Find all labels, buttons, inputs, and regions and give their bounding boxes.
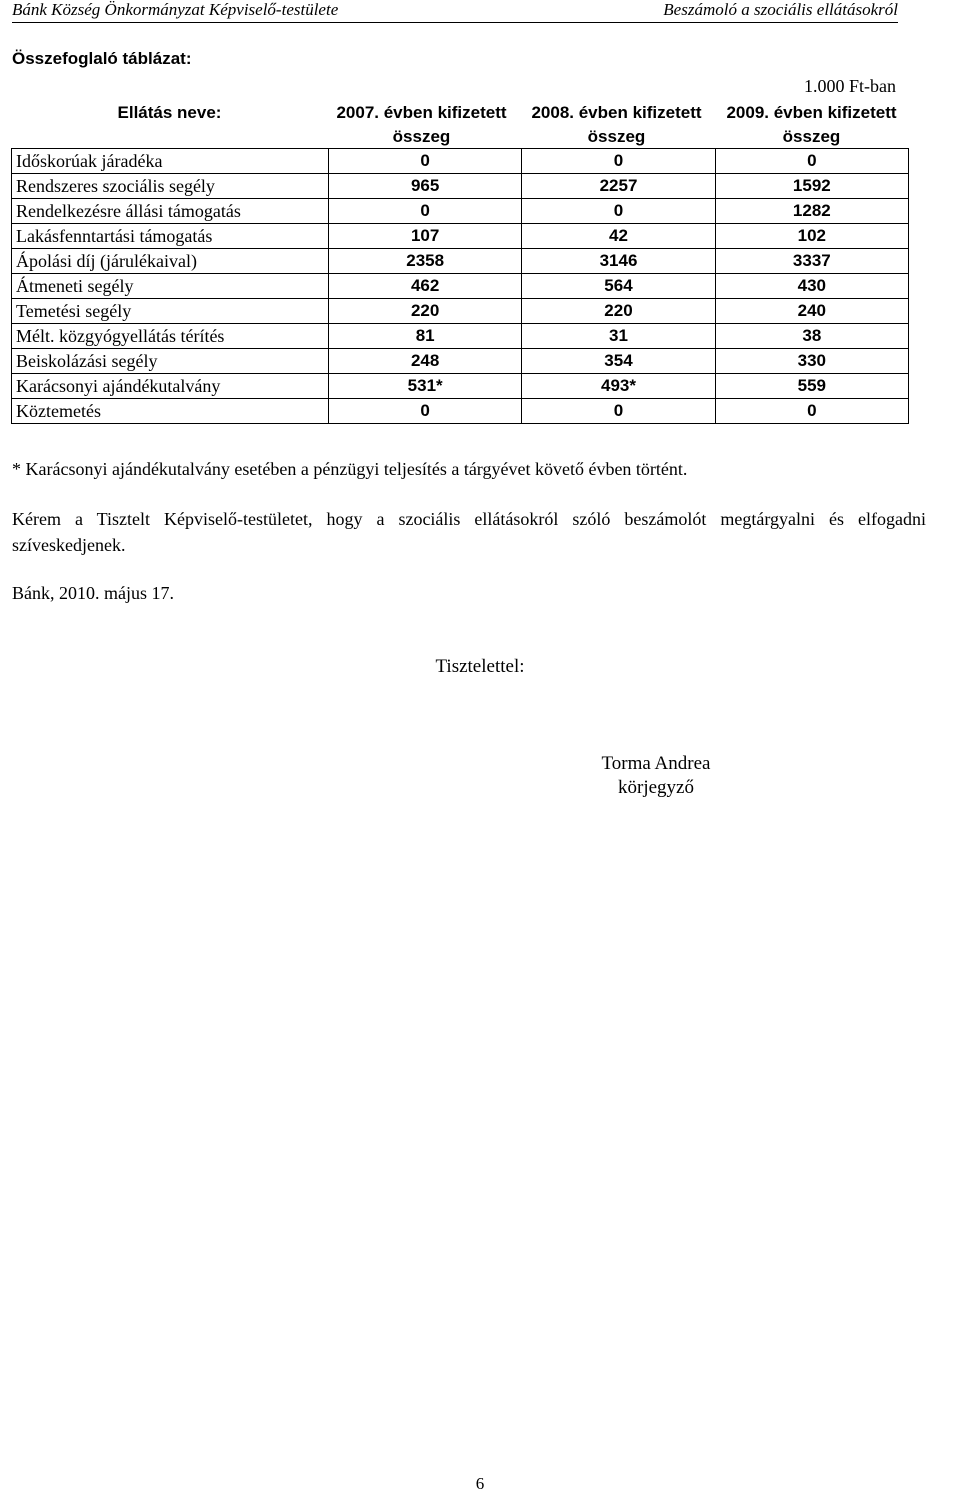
column-header-2007: 2007. évben kifizetett összeg: [336, 103, 507, 146]
amount-cell: 965: [329, 174, 522, 199]
amount-cell: 2257: [522, 174, 715, 199]
benefit-name-cell: Rendelkezésre állási támogatás: [12, 199, 329, 224]
amount-cell: 0: [522, 399, 715, 424]
benefit-name-cell: Beiskolázási segély: [12, 349, 329, 374]
header-right-text: Beszámoló a szociális ellátásokról: [663, 0, 898, 19]
column-header-2009: 2009. évben kifizetett összeg: [726, 103, 897, 146]
table-row: [12, 349, 909, 374]
benefit-name-cell: Átmeneti segély: [12, 274, 329, 299]
summary-table-title: Összefoglaló táblázat:: [12, 49, 192, 68]
benefit-name-cell: Karácsonyi ajándékutalvány: [12, 374, 329, 399]
amount-cell: 240: [715, 299, 908, 324]
table-row: [12, 249, 909, 274]
amount-cell: 493*: [522, 374, 715, 399]
benefit-name-cell: Temetési segély: [12, 299, 329, 324]
amount-cell: 0: [715, 399, 908, 424]
amount-cell: 430: [715, 274, 908, 299]
amount-cell: 3146: [522, 249, 715, 274]
closing-salutation: Tisztelettel:: [435, 656, 525, 677]
amount-cell: 220: [522, 299, 715, 324]
signer-title: körjegyző: [618, 777, 694, 798]
amount-cell: 42: [522, 224, 715, 249]
amount-cell: 248: [329, 349, 522, 374]
benefit-name-cell: Időskorúak járadéka: [12, 149, 329, 174]
amount-cell: 2358: [329, 249, 522, 274]
amount-cell: 559: [715, 374, 908, 399]
column-header-name: Ellátás neve:: [117, 103, 222, 122]
page-number: 6: [475, 1474, 485, 1493]
amount-cell: 354: [522, 349, 715, 374]
amount-cell: 0: [715, 149, 908, 174]
benefit-name-cell: Lakásfenntartási támogatás: [12, 224, 329, 249]
amount-cell: 0: [329, 199, 522, 224]
amount-cell: 0: [329, 149, 522, 174]
benefit-name-cell: Köztemetés: [12, 399, 329, 424]
table-row: [12, 324, 909, 349]
amount-cell: 3337: [715, 249, 908, 274]
benefit-name-cell: Ápolási díj (járulékaival): [12, 249, 329, 274]
table-row: [12, 224, 909, 249]
amount-cell: 220: [329, 299, 522, 324]
summary-table: [11, 148, 909, 424]
table-row: [12, 274, 909, 299]
amount-cell: 0: [522, 149, 715, 174]
amount-cell: 0: [522, 199, 715, 224]
unit-label: 1.000 Ft-ban: [804, 76, 896, 96]
table-row: [12, 374, 909, 399]
amount-cell: 31: [522, 324, 715, 349]
amount-cell: 81: [329, 324, 522, 349]
signature-block: [556, 752, 756, 800]
table-row: [12, 199, 909, 224]
amount-cell: 330: [715, 349, 908, 374]
benefit-name-cell: Mélt. közgyógyellátás térítés: [12, 324, 329, 349]
table-row: [12, 299, 909, 324]
table-row: [12, 399, 909, 424]
request-paragraph: Kérem a Tisztelt Képviselő-testületet, hogy a szociális ellátásokról szóló beszámolót megtárgyalni és elfogadni szíveskedjenek.: [12, 509, 926, 555]
table-row: [12, 174, 909, 199]
benefit-name-cell: Rendszeres szociális segély: [12, 174, 329, 199]
column-header-2008: 2008. évben kifizetett összeg: [531, 103, 702, 146]
page-header: [12, 0, 898, 23]
amount-cell: 564: [522, 274, 715, 299]
amount-cell: 1592: [715, 174, 908, 199]
amount-cell: 38: [715, 324, 908, 349]
signer-name: Torma Andrea: [601, 753, 711, 774]
table-row: [12, 149, 909, 174]
amount-cell: 0: [329, 399, 522, 424]
header-left-text: Bánk Község Önkormányzat Képviselő-testülete: [12, 0, 339, 19]
amount-cell: 462: [329, 274, 522, 299]
amount-cell: 102: [715, 224, 908, 249]
footnote: * Karácsonyi ajándékutalvány esetében a pénzügyi teljesítés a tárgyévet követő évben történt.: [12, 459, 688, 479]
amount-cell: 531*: [329, 374, 522, 399]
place-date: Bánk, 2010. május 17.: [12, 583, 174, 603]
amount-cell: 107: [329, 224, 522, 249]
amount-cell: 1282: [715, 199, 908, 224]
